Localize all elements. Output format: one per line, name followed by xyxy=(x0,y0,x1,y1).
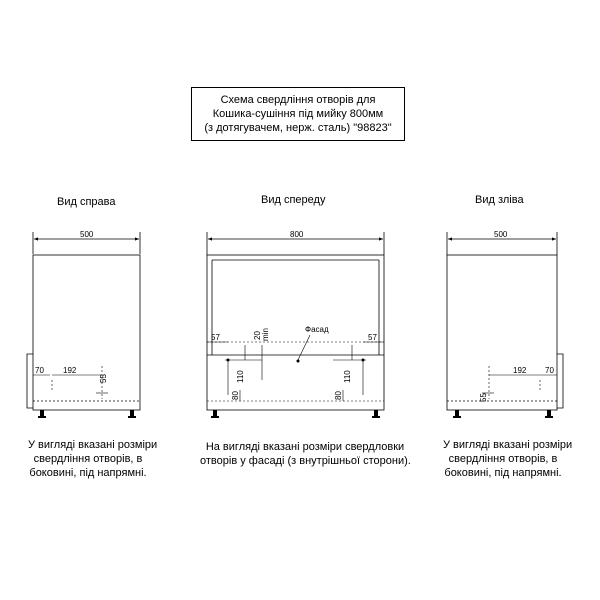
right-view xyxy=(27,232,140,410)
left-legs xyxy=(453,410,553,418)
left-note-line-3: боковині, під напрямні. xyxy=(444,467,562,479)
front-facade-dot xyxy=(297,360,300,363)
right-dim-70-text: 70 xyxy=(35,366,44,375)
front-facade-label: Фасад xyxy=(305,325,329,334)
right-note-line-1: У вигляді вказані розміри xyxy=(28,439,158,451)
front-cabinet-outer xyxy=(207,255,384,410)
left-note-line-2: свердління отворів, в xyxy=(448,453,558,465)
front-dim-57-left-text: 57 xyxy=(211,333,220,342)
right-width-dim-text: 500 xyxy=(80,230,94,239)
left-dim-192-text: 192 xyxy=(513,366,527,375)
left-cabinet-side xyxy=(447,255,557,410)
right-cabinet-side xyxy=(33,255,140,410)
front-dim-20-text: 20 xyxy=(253,331,262,340)
front-note-line-2: отворів у фасаді (з внутрішньої сторони). xyxy=(200,455,411,467)
right-view-label: Вид справа xyxy=(57,196,116,208)
front-hole-right xyxy=(362,359,365,362)
front-leg-foot-2 xyxy=(372,416,380,418)
left-leg-1 xyxy=(455,410,459,416)
title-line-3: (з дотягувачем, нерж. сталь) "98823" xyxy=(204,122,392,134)
front-hole-left xyxy=(227,359,230,362)
front-dim-110-left-text: 110 xyxy=(236,370,245,383)
left-view-note xyxy=(443,438,573,480)
right-leg-foot-1 xyxy=(38,416,46,418)
right-legs xyxy=(38,410,136,418)
left-dim-55-text: 55 xyxy=(479,393,488,402)
left-dim-70-text: 70 xyxy=(545,366,554,375)
front-width-dim-text: 800 xyxy=(290,230,304,239)
left-view xyxy=(447,232,563,410)
left-width-dim-text: 500 xyxy=(494,230,508,239)
front-leg-foot-1 xyxy=(211,416,219,418)
front-view-label: Вид спереду xyxy=(261,194,326,206)
front-dim-80-right-text: 80 xyxy=(334,391,343,400)
front-view xyxy=(207,232,384,410)
right-note-line-3: боковині, під напрямні. xyxy=(29,467,147,479)
right-leg-foot-2 xyxy=(128,416,136,418)
front-leg-2 xyxy=(374,410,378,416)
right-dim-192-text: 192 xyxy=(63,366,77,375)
front-dim-110-right-text: 110 xyxy=(343,370,352,383)
front-dim-80-left-text: 80 xyxy=(231,391,240,400)
right-leg-1 xyxy=(40,410,44,416)
title-line-2: Кошика-сушіння під мийку 800мм xyxy=(212,108,384,120)
right-dim-55-text: 55 xyxy=(99,374,108,383)
front-note-line-1: На вигляді вказані розміри свердловки xyxy=(205,441,405,453)
front-facade-leader xyxy=(298,335,310,360)
front-dim-57-right-text: 57 xyxy=(368,333,377,342)
title-line-1: Схема свердління отворів для xyxy=(220,94,376,106)
front-dim-min-text: min xyxy=(261,328,270,341)
front-marks xyxy=(211,359,380,419)
left-leg-2 xyxy=(547,410,551,416)
left-leg-foot-1 xyxy=(453,416,461,418)
left-leg-foot-2 xyxy=(545,416,553,418)
left-view-label: Вид зліва xyxy=(475,194,524,206)
front-leg-1 xyxy=(213,410,217,416)
left-note-line-1: У вигляді вказані розміри xyxy=(443,439,573,451)
right-leg-2 xyxy=(130,410,134,416)
right-front-strip xyxy=(27,354,33,408)
front-view-note xyxy=(200,440,410,468)
right-view-note xyxy=(28,438,158,480)
right-note-line-2: свердління отворів, в xyxy=(33,453,143,465)
left-front-strip xyxy=(557,354,563,408)
